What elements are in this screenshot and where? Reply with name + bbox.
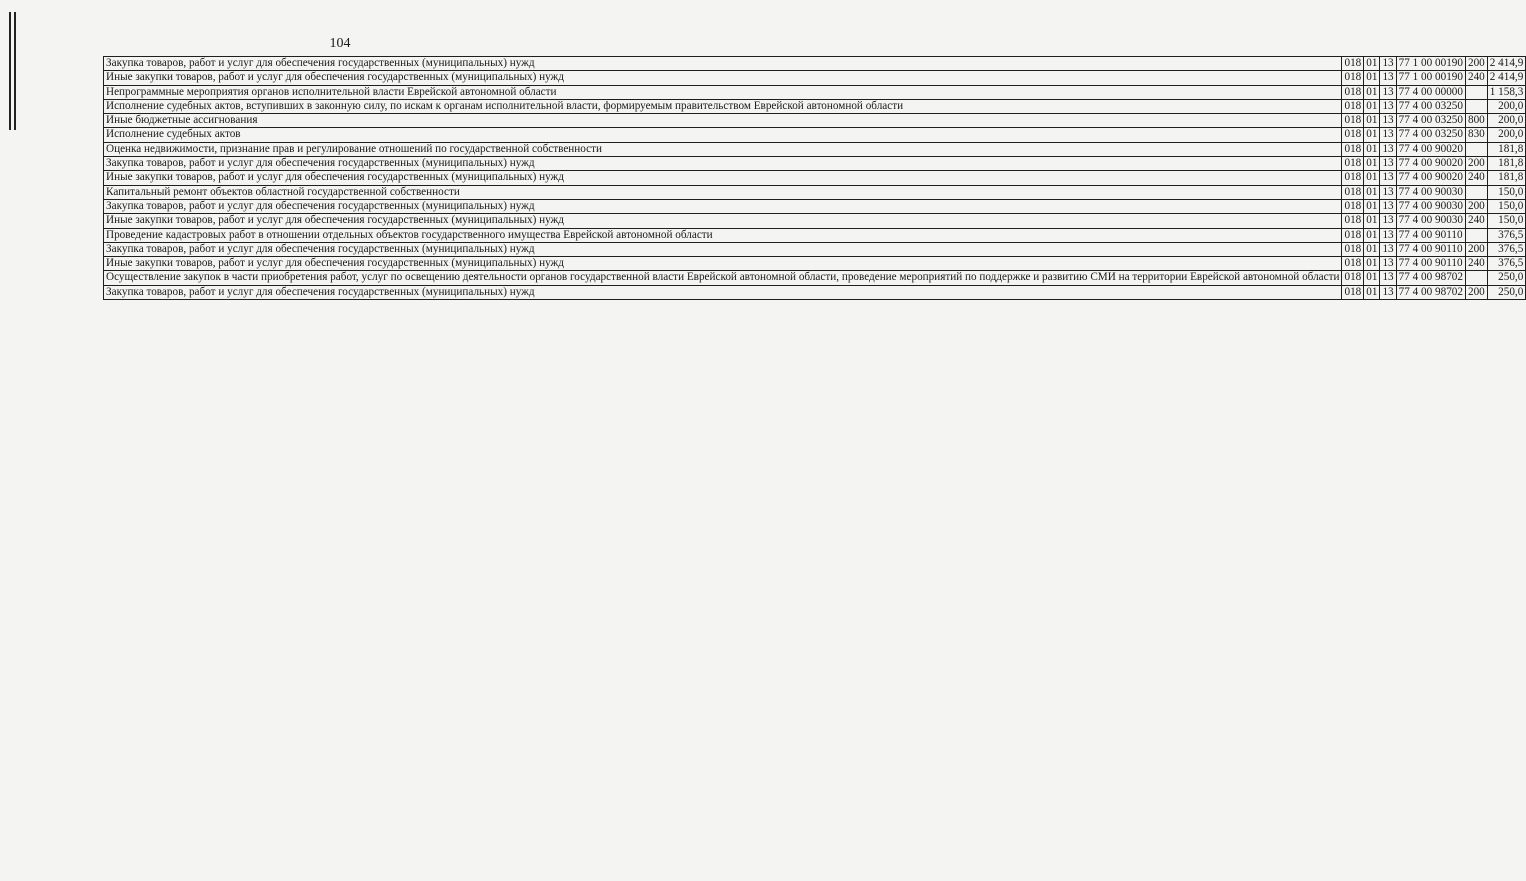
binding-margin-bars <box>9 12 19 130</box>
ministry-code: 018 <box>1342 271 1364 285</box>
ministry-code: 018 <box>1342 171 1364 185</box>
row-name: Закупка товаров, работ и услуг для обеспечения государственных (муниципальных) нужд <box>104 57 1342 71</box>
table-row <box>104 57 1526 71</box>
budget-table <box>103 56 1526 300</box>
section-code: 01 <box>1364 285 1380 299</box>
target-article-code: 77 4 00 90030 <box>1396 214 1465 228</box>
expense-type-code <box>1465 228 1487 242</box>
ministry-code: 018 <box>1342 142 1364 156</box>
target-article-code: 77 4 00 98702 <box>1396 271 1465 285</box>
expense-type-code <box>1465 142 1487 156</box>
amount: 376,5 <box>1487 228 1526 242</box>
section-code: 01 <box>1364 128 1380 142</box>
section-code: 01 <box>1364 257 1380 271</box>
section-code: 01 <box>1364 214 1380 228</box>
row-name: Закупка товаров, работ и услуг для обеспечения государственных (муниципальных) нужд <box>104 242 1342 256</box>
ministry-code: 018 <box>1342 185 1364 199</box>
target-article-code: 77 1 00 00190 <box>1396 57 1465 71</box>
ministry-code: 018 <box>1342 157 1364 171</box>
target-article-code: 77 4 00 00000 <box>1396 85 1465 99</box>
row-name: Непрограммные мероприятия органов исполнительной власти Еврейской автономной области <box>104 85 1342 99</box>
amount: 181,8 <box>1487 142 1526 156</box>
amount: 2 414,9 <box>1487 57 1526 71</box>
table-row <box>104 85 1526 99</box>
section-code: 01 <box>1364 85 1380 99</box>
amount: 2 414,9 <box>1487 71 1526 85</box>
expense-type-code: 200 <box>1465 199 1487 213</box>
row-name: Иные закупки товаров, работ и услуг для обеспечения государственных (муниципальных) нужд <box>104 214 1342 228</box>
row-name: Закупка товаров, работ и услуг для обеспечения государственных (муниципальных) нужд <box>104 157 1342 171</box>
row-name: Осуществление закупок в части приобретения работ, услуг по освещению деятельности органов государственной власти Еврейской автономной области, проведение мероприятий по поддержке и развитию СМИ на территории Еврейской автономной области <box>104 271 1342 285</box>
amount: 250,0 <box>1487 285 1526 299</box>
ministry-code: 018 <box>1342 128 1364 142</box>
row-name: Оценка недвижимости, признание прав и регулирование отношений по государственной собственности <box>104 142 1342 156</box>
section-code: 01 <box>1364 99 1380 113</box>
ministry-code: 018 <box>1342 199 1364 213</box>
row-name: Закупка товаров, работ и услуг для обеспечения государственных (муниципальных) нужд <box>104 199 1342 213</box>
target-article-code: 77 4 00 03250 <box>1396 99 1465 113</box>
subsection-code: 13 <box>1380 71 1396 85</box>
subsection-code: 13 <box>1380 285 1396 299</box>
table-row <box>104 214 1526 228</box>
expense-type-code: 200 <box>1465 242 1487 256</box>
section-code: 01 <box>1364 199 1380 213</box>
section-code: 01 <box>1364 71 1380 85</box>
target-article-code: 77 4 00 03250 <box>1396 114 1465 128</box>
row-name: Закупка товаров, работ и услуг для обеспечения государственных (муниципальных) нужд <box>104 285 1342 299</box>
subsection-code: 13 <box>1380 228 1396 242</box>
expense-type-code: 240 <box>1465 257 1487 271</box>
section-code: 01 <box>1364 271 1380 285</box>
section-code: 01 <box>1364 171 1380 185</box>
expense-type-code: 830 <box>1465 128 1487 142</box>
target-article-code: 77 4 00 90110 <box>1396 257 1465 271</box>
amount: 250,0 <box>1487 271 1526 285</box>
amount: 150,0 <box>1487 185 1526 199</box>
amount: 200,0 <box>1487 128 1526 142</box>
expense-type-code: 240 <box>1465 171 1487 185</box>
table-row <box>104 128 1526 142</box>
subsection-code: 13 <box>1380 142 1396 156</box>
section-code: 01 <box>1364 57 1380 71</box>
target-article-code: 77 4 00 98702 <box>1396 285 1465 299</box>
table-row <box>104 114 1526 128</box>
amount: 150,0 <box>1487 214 1526 228</box>
target-article-code: 77 4 00 90030 <box>1396 185 1465 199</box>
amount: 376,5 <box>1487 257 1526 271</box>
ministry-code: 018 <box>1342 242 1364 256</box>
section-code: 01 <box>1364 157 1380 171</box>
subsection-code: 13 <box>1380 114 1396 128</box>
section-code: 01 <box>1364 228 1380 242</box>
expense-type-code <box>1465 185 1487 199</box>
expense-type-code: 240 <box>1465 71 1487 85</box>
row-name: Иные бюджетные ассигнования <box>104 114 1342 128</box>
ministry-code: 018 <box>1342 114 1364 128</box>
ministry-code: 018 <box>1342 57 1364 71</box>
ministry-code: 018 <box>1342 214 1364 228</box>
table-row <box>104 142 1526 156</box>
expense-type-code <box>1465 99 1487 113</box>
section-code: 01 <box>1364 142 1380 156</box>
table-row <box>104 171 1526 185</box>
row-name: Исполнение судебных актов <box>104 128 1342 142</box>
amount: 181,8 <box>1487 171 1526 185</box>
ministry-code: 018 <box>1342 71 1364 85</box>
expense-type-code <box>1465 85 1487 99</box>
table-row <box>104 99 1526 113</box>
row-name: Иные закупки товаров, работ и услуг для обеспечения государственных (муниципальных) нужд <box>104 71 1342 85</box>
ministry-code: 018 <box>1342 85 1364 99</box>
ministry-code: 018 <box>1342 228 1364 242</box>
row-name: Исполнение судебных актов, вступивших в законную силу, по искам к органам исполнительной власти, формируемым правительством Еврейской автономной области <box>104 99 1342 113</box>
subsection-code: 13 <box>1380 242 1396 256</box>
subsection-code: 13 <box>1380 257 1396 271</box>
amount: 376,5 <box>1487 242 1526 256</box>
expense-type-code: 200 <box>1465 57 1487 71</box>
row-name: Капитальный ремонт объектов областной государственной собственности <box>104 185 1342 199</box>
amount: 181,8 <box>1487 157 1526 171</box>
section-code: 01 <box>1364 185 1380 199</box>
target-article-code: 77 4 00 90030 <box>1396 199 1465 213</box>
subsection-code: 13 <box>1380 171 1396 185</box>
page-number: 104 <box>329 36 351 51</box>
section-code: 01 <box>1364 242 1380 256</box>
expense-type-code: 200 <box>1465 157 1487 171</box>
amount: 150,0 <box>1487 199 1526 213</box>
row-name: Проведение кадастровых работ в отношении отдельных объектов государственного имущества Еврейской автономной области <box>104 228 1342 242</box>
target-article-code: 77 4 00 90020 <box>1396 142 1465 156</box>
table-row <box>104 185 1526 199</box>
subsection-code: 13 <box>1380 57 1396 71</box>
subsection-code: 13 <box>1380 271 1396 285</box>
subsection-code: 13 <box>1380 199 1396 213</box>
table-row <box>104 271 1526 285</box>
expense-type-code: 800 <box>1465 114 1487 128</box>
amount: 200,0 <box>1487 114 1526 128</box>
expense-type-code: 200 <box>1465 285 1487 299</box>
amount: 200,0 <box>1487 99 1526 113</box>
table-row <box>104 228 1526 242</box>
subsection-code: 13 <box>1380 185 1396 199</box>
section-code: 01 <box>1364 114 1380 128</box>
row-name: Иные закупки товаров, работ и услуг для обеспечения государственных (муниципальных) нужд <box>104 257 1342 271</box>
table-row <box>104 157 1526 171</box>
ministry-code: 018 <box>1342 257 1364 271</box>
target-article-code: 77 4 00 90110 <box>1396 228 1465 242</box>
subsection-code: 13 <box>1380 214 1396 228</box>
target-article-code: 77 1 00 00190 <box>1396 71 1465 85</box>
expense-type-code <box>1465 271 1487 285</box>
subsection-code: 13 <box>1380 85 1396 99</box>
table-row <box>104 285 1526 299</box>
table-row <box>104 257 1526 271</box>
target-article-code: 77 4 00 90110 <box>1396 242 1465 256</box>
subsection-code: 13 <box>1380 128 1396 142</box>
subsection-code: 13 <box>1380 99 1396 113</box>
table-row <box>104 242 1526 256</box>
table-row <box>104 71 1526 85</box>
expense-type-code: 240 <box>1465 214 1487 228</box>
amount: 1 158,3 <box>1487 85 1526 99</box>
target-article-code: 77 4 00 90020 <box>1396 157 1465 171</box>
target-article-code: 77 4 00 03250 <box>1396 128 1465 142</box>
ministry-code: 018 <box>1342 285 1364 299</box>
subsection-code: 13 <box>1380 157 1396 171</box>
ministry-code: 018 <box>1342 99 1364 113</box>
target-article-code: 77 4 00 90020 <box>1396 171 1465 185</box>
table-row <box>104 199 1526 213</box>
row-name: Иные закупки товаров, работ и услуг для обеспечения государственных (муниципальных) нужд <box>104 171 1342 185</box>
